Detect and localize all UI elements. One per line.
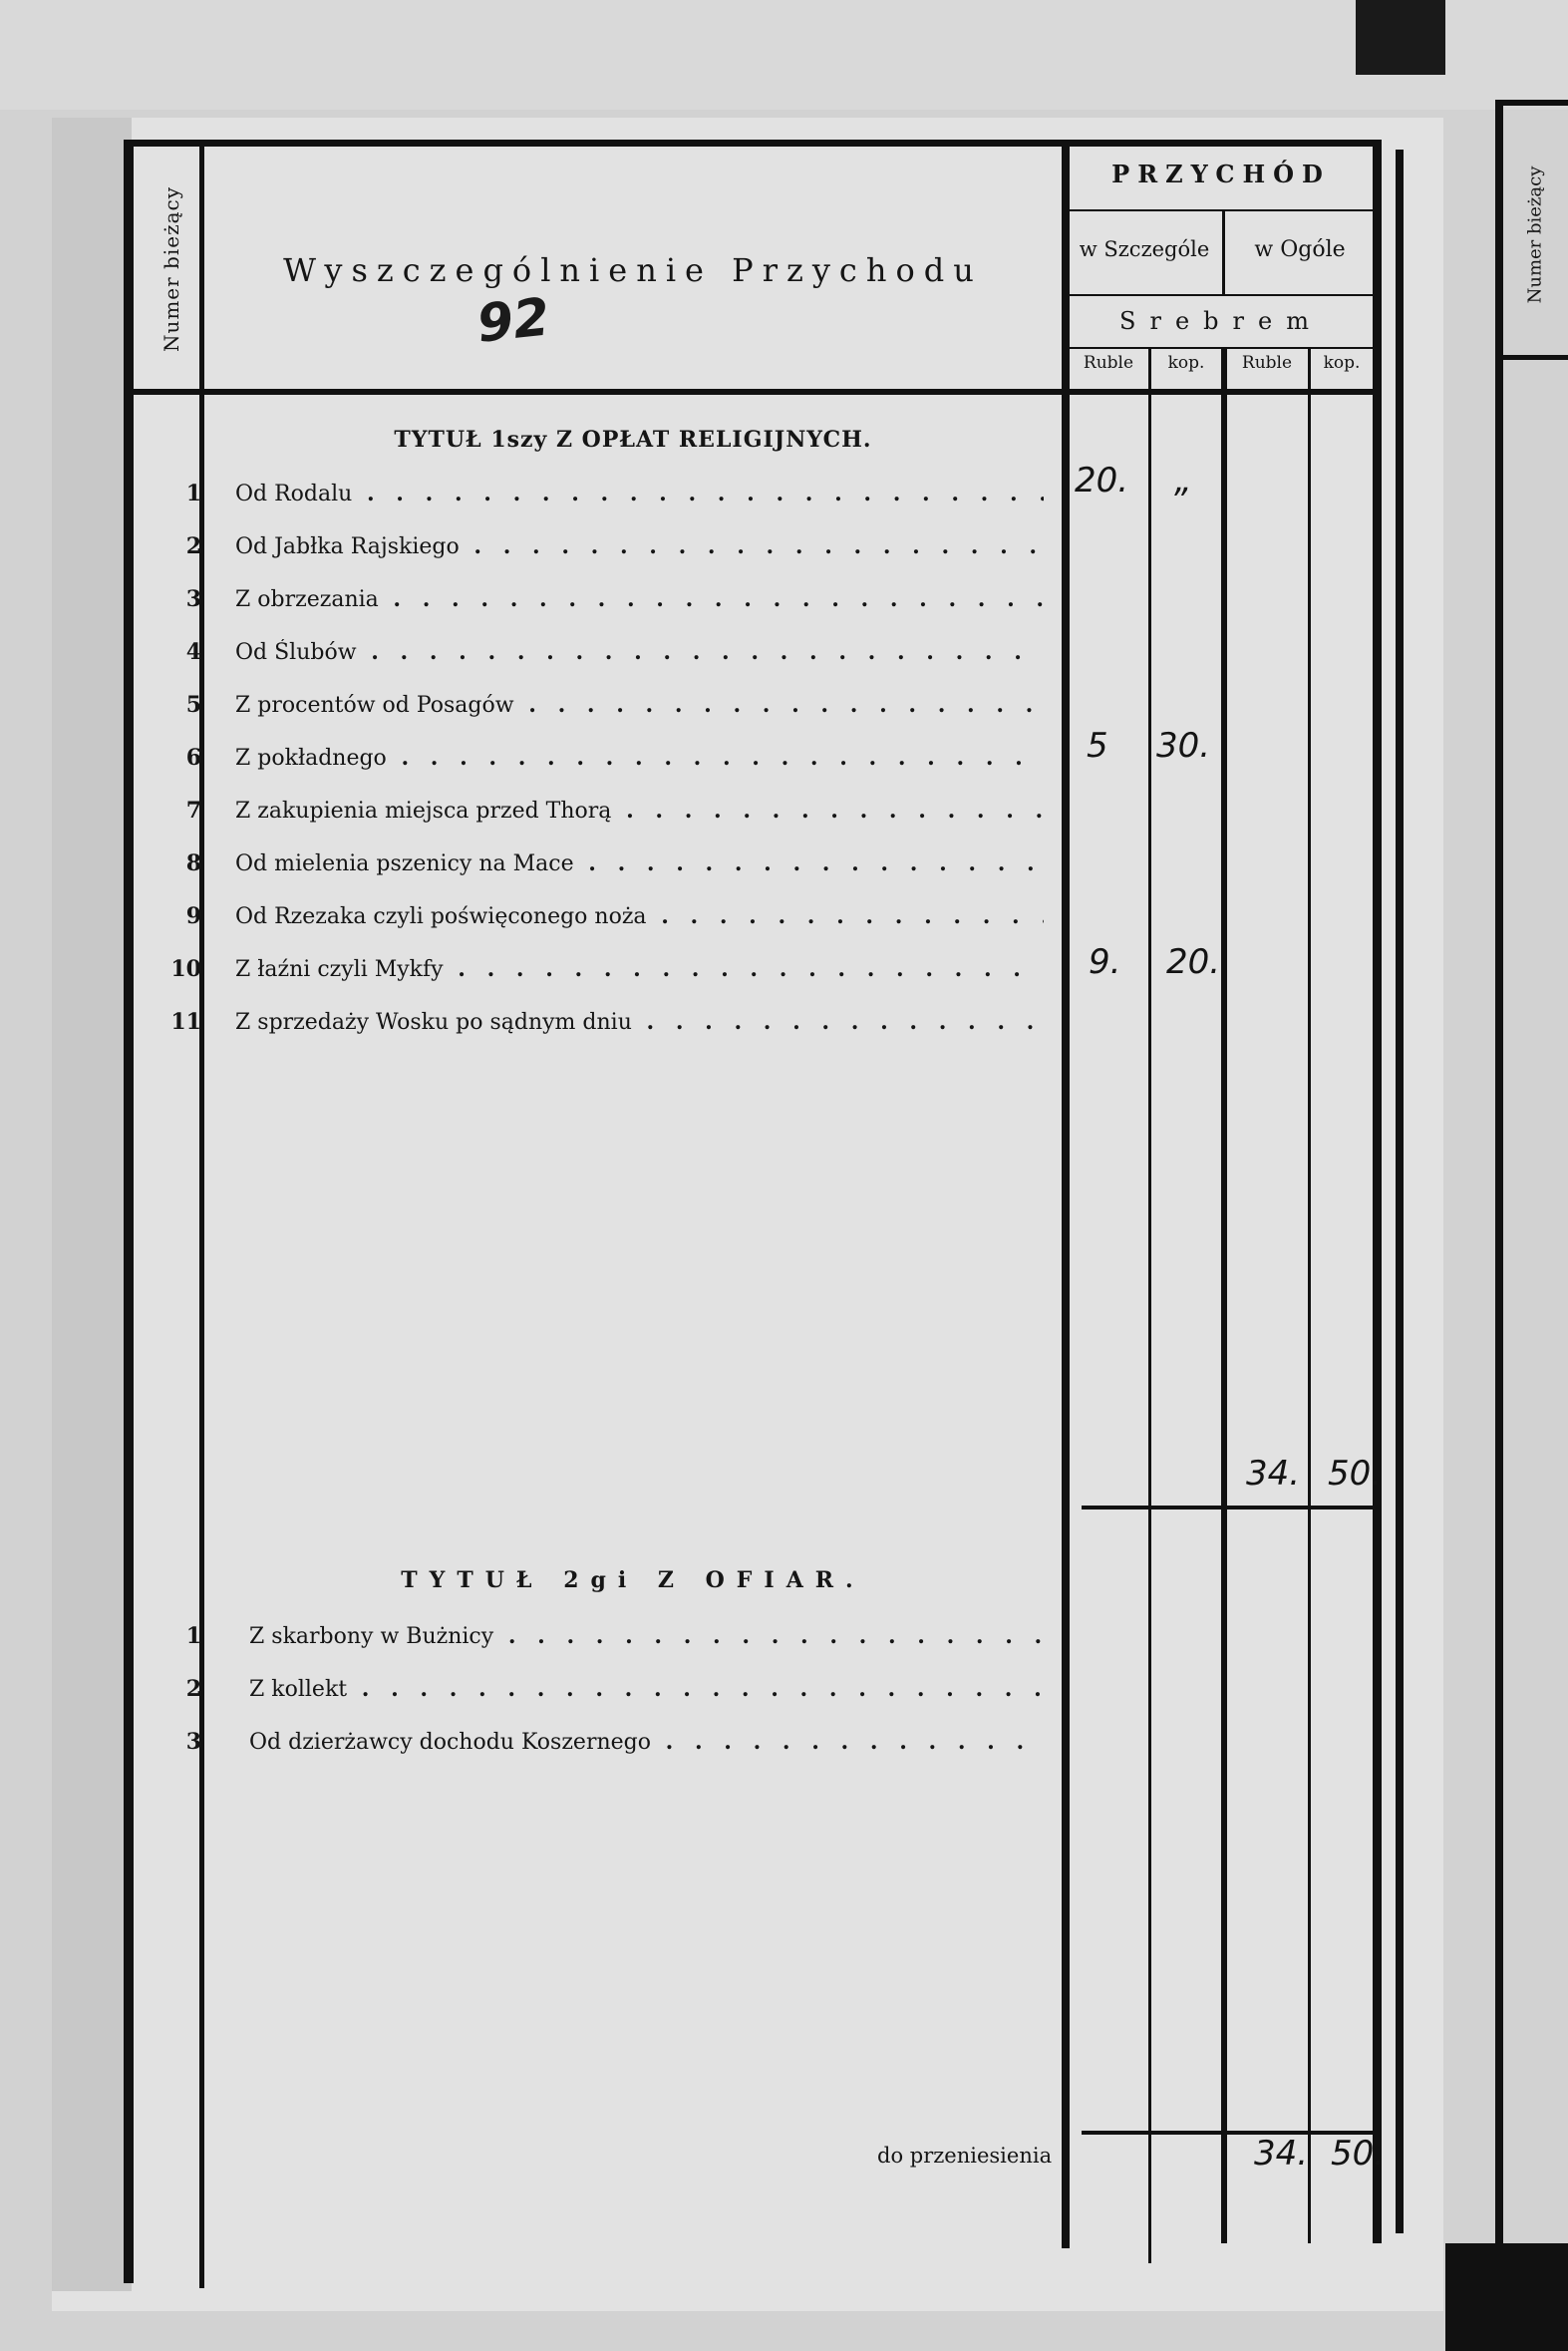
row-description: Od Rzezaka czyli poświęconego noża . . .	[235, 903, 1044, 929]
right-page-border	[1396, 150, 1404, 2233]
ruble-kop-divider-1	[1148, 349, 1151, 2263]
w-szczegole-heading: w Szczególe	[1079, 237, 1210, 261]
row-description: Od dzierżawcy dochodu Koszernego . . .	[249, 1729, 1044, 1755]
row-description: Z łaźni czyli Mykfy . . .	[235, 956, 1044, 982]
table-row	[142, 798, 1044, 838]
row-description: Z obrzezania . . .	[235, 586, 1044, 612]
page-title: Wyszczególnienie Przychodu	[283, 251, 983, 289]
amount-ruble: 5	[1087, 726, 1108, 766]
frame-right-border	[1373, 140, 1382, 2243]
table-row	[142, 639, 1044, 679]
srebrem-heading: Srebrem	[1119, 307, 1323, 335]
row-number: 4	[185, 639, 201, 665]
row-number: 3	[185, 586, 201, 612]
scan-dark-corner-bottom	[1445, 2243, 1568, 2351]
w-ogole-heading: w Ogóle	[1254, 237, 1346, 262]
amount-ruble: 9.	[1089, 942, 1121, 982]
row-number: 7	[185, 798, 201, 824]
przychod-rule	[1067, 209, 1376, 211]
table-row	[142, 850, 1044, 890]
frame-top-border	[124, 140, 1380, 147]
section-1-title: TYTUŁ 1szy Z OPŁAT RELIGIJNYCH.	[394, 427, 872, 453]
section-1-total-kop: 50.	[1328, 1454, 1383, 1494]
amount-columns-left-rule	[1062, 145, 1070, 2248]
row-number: 6	[185, 745, 201, 771]
frame-left-border	[124, 140, 134, 2283]
row-description: Z procentów od Posagów . . .	[235, 692, 1044, 718]
row-description: Od Jabłka Rajskiego . . .	[235, 533, 1044, 559]
szczegole-rule	[1067, 294, 1376, 296]
przychod-heading: PRZYCHÓD	[1111, 160, 1331, 188]
table-row	[142, 903, 1044, 943]
table-row	[142, 1676, 1044, 1716]
row-number: 1	[185, 481, 201, 506]
row-description: Z zakupienia miejsca przed Thorą . . .	[235, 798, 1044, 824]
row-number: 3	[185, 1729, 201, 1755]
table-row	[142, 481, 1044, 520]
carry-forward-ruble: 34.	[1254, 2134, 1309, 2174]
table-row	[142, 956, 1044, 996]
row-number: 2	[185, 1676, 201, 1702]
numer-biezacy-label: Numer bieżący	[159, 185, 184, 353]
section-1-total-ruble: 34.	[1246, 1454, 1301, 1494]
carry-forward-kop: 50.	[1331, 2134, 1386, 2174]
ruble-heading-szczegole: Ruble	[1083, 353, 1134, 373]
table-row	[142, 533, 1044, 573]
row-number: 8	[185, 850, 201, 876]
row-number: 9	[185, 903, 201, 929]
table-row	[142, 745, 1044, 785]
table-row	[142, 1729, 1044, 1769]
row-description: Z skarbony w Bużnicy . . .	[249, 1623, 1044, 1649]
row-description: Od Rodalu . . .	[235, 481, 1044, 506]
scan-background	[0, 0, 1568, 110]
carry-forward-label: do przeniesienia	[877, 2144, 1053, 2168]
adjacent-page-top	[1495, 100, 1568, 106]
adjacent-page-header-rule	[1503, 355, 1568, 360]
row-number: 2	[185, 533, 201, 559]
row-description: Z sprzedaży Wosku po sądnym dniu . . .	[235, 1009, 1044, 1035]
amount-kop: 30.	[1156, 726, 1211, 766]
handwritten-page-number: 92	[473, 287, 553, 355]
kop-heading-szczegole: kop.	[1167, 353, 1205, 373]
adjacent-numer-label: Numer bieżący	[1524, 166, 1546, 303]
ruble-heading-ogole: Ruble	[1241, 353, 1293, 373]
amount-ruble: 20.	[1075, 461, 1129, 501]
row-description: Z pokładnego . . .	[235, 745, 1044, 771]
row-number: 5	[185, 692, 201, 718]
page-fold-shadow	[52, 118, 132, 2291]
number-column-rule	[199, 145, 204, 2288]
kop-heading-ogole: kop.	[1323, 353, 1361, 373]
table-row	[142, 586, 1044, 626]
amount-kop: „	[1174, 461, 1192, 501]
row-description: Od Ślubów . . .	[235, 639, 1044, 665]
row-description: Od mielenia pszenicy na Mace . . .	[235, 850, 1044, 876]
row-description: Z kollekt . . .	[249, 1676, 1044, 1702]
scan-dark-corner	[1356, 0, 1445, 75]
table-row	[142, 692, 1044, 732]
table-row	[142, 1009, 1044, 1049]
ruble-kop-divider-2	[1308, 349, 1311, 2243]
row-number: 11	[170, 1009, 201, 1035]
szczegole-ogole-column-rule	[1221, 349, 1227, 2243]
table-row	[142, 1623, 1044, 1663]
adjacent-page-border	[1495, 100, 1503, 2323]
section1-total-rule	[1082, 1506, 1381, 1510]
header-bottom-rule	[134, 389, 1380, 395]
szczegole-ogole-divider	[1222, 211, 1225, 296]
section-2-title: TYTUŁ 2gi Z OFIAR.	[401, 1567, 865, 1593]
row-number: 10	[170, 956, 201, 982]
row-number: 1	[185, 1623, 201, 1649]
amount-kop: 20.	[1166, 942, 1221, 982]
